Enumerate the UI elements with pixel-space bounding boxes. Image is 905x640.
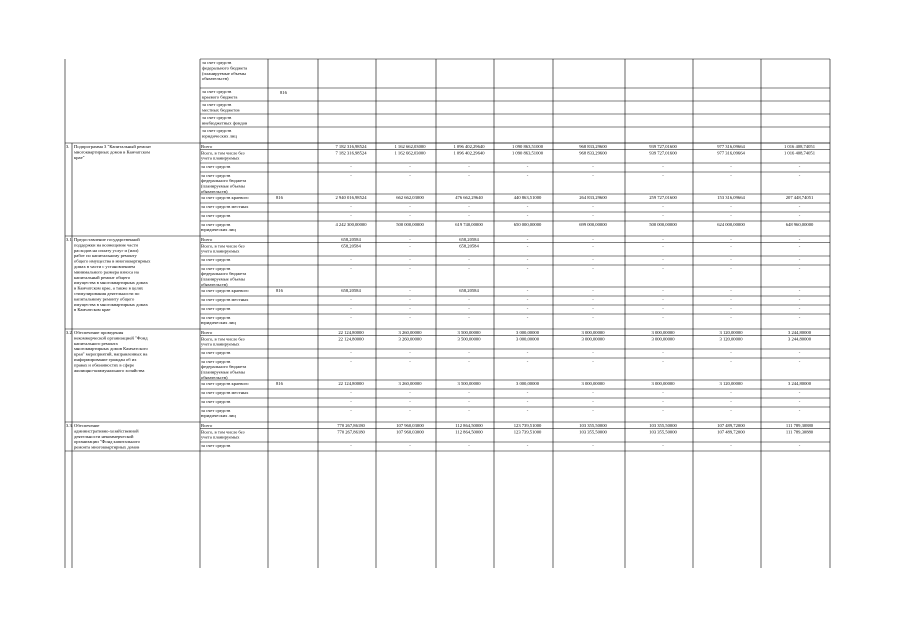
value-cell: 153 316,09664 bbox=[717, 194, 745, 200]
value-cell: - bbox=[409, 243, 411, 249]
value-cell: 1 090 863,51000 bbox=[511, 150, 544, 156]
source-label: за счет средств bbox=[201, 163, 231, 169]
value-cell: 3 260,00000 bbox=[398, 329, 422, 335]
source-label: Всего bbox=[201, 329, 213, 335]
value-cell: 977 316,09664 bbox=[717, 150, 745, 156]
value-cell: 476 662,29640 bbox=[455, 194, 483, 200]
value-cell: 939 727,01600 bbox=[649, 143, 677, 149]
value-cell: 107 489,72000 bbox=[717, 422, 745, 428]
value-cell: - bbox=[409, 256, 411, 262]
value-cell: - bbox=[350, 265, 352, 271]
source-label: за счет средств bbox=[201, 442, 231, 448]
value-cell: - bbox=[730, 163, 732, 169]
value-cell: - bbox=[526, 442, 529, 448]
value-cell: - bbox=[526, 265, 529, 271]
value-cell: - bbox=[409, 203, 411, 209]
source-label: за счет средств краевого bbox=[201, 287, 249, 293]
value-cell: - bbox=[409, 398, 411, 404]
value-cell: - bbox=[350, 172, 352, 178]
source-label: Всего bbox=[201, 143, 213, 149]
value-cell: - bbox=[468, 398, 470, 404]
grbs-code: 816 bbox=[276, 287, 283, 293]
value-cell: 123 739,51000 bbox=[513, 422, 542, 428]
section-number: 3.1. bbox=[66, 237, 73, 242]
value-cell: 107 960,03000 bbox=[396, 422, 424, 428]
value-cell: 2 940 016,98524 bbox=[335, 194, 367, 200]
value-cell: - bbox=[730, 287, 732, 293]
value-cell: - bbox=[526, 398, 529, 404]
value-cell: 22 124,80000 bbox=[338, 380, 364, 386]
section-number: 3.3. bbox=[66, 423, 73, 428]
value-cell: - bbox=[468, 389, 470, 395]
value-cell: - bbox=[468, 358, 470, 364]
value-cell: - bbox=[662, 163, 664, 169]
value-cell: - bbox=[592, 398, 594, 404]
value-cell: - bbox=[468, 212, 470, 218]
value-cell: - bbox=[468, 163, 470, 169]
value-cell: - bbox=[798, 389, 801, 395]
value-cell: - bbox=[592, 314, 594, 320]
value-cell: 3 244,80000 bbox=[788, 329, 811, 335]
value-cell: - bbox=[662, 172, 664, 178]
value-cell: 3 260,00000 bbox=[398, 336, 422, 342]
value-cell: 103 355,50000 bbox=[579, 429, 607, 435]
top-source-label: за счет средств краевого бюджета bbox=[202, 89, 238, 100]
value-cell: 440 863,51000 bbox=[513, 194, 542, 200]
top-source-label: за счет средств местных бюджетов bbox=[202, 102, 240, 113]
value-cell: 3 000,00000 bbox=[651, 329, 675, 335]
value-cell: 500 000,00000 bbox=[649, 221, 677, 227]
value-cell: - bbox=[526, 243, 529, 249]
value-cell: - bbox=[798, 243, 801, 249]
value-cell: - bbox=[350, 296, 352, 302]
value-cell: 3 500,00000 bbox=[457, 380, 481, 386]
value-cell: - bbox=[409, 314, 411, 320]
value-cell: - bbox=[409, 296, 411, 302]
value-cell: 662 662,03000 bbox=[396, 194, 424, 200]
source-label: Всего bbox=[201, 236, 213, 242]
value-cell: 1 162 662,03000 bbox=[394, 150, 426, 156]
source-label: Всего, в том числе без учета планируемых bbox=[201, 429, 245, 440]
value-cell: - bbox=[526, 358, 529, 364]
value-cell: - bbox=[730, 265, 732, 271]
value-cell: 650 000,00000 bbox=[513, 221, 542, 227]
value-cell: - bbox=[526, 212, 529, 218]
value-cell: 259 727,01600 bbox=[649, 194, 677, 200]
value-cell: 111 789,30880 bbox=[785, 422, 814, 428]
value-cell: - bbox=[592, 243, 594, 249]
value-cell: - bbox=[526, 349, 529, 355]
value-cell: - bbox=[592, 305, 594, 311]
value-cell: 264 833,29600 bbox=[579, 194, 607, 200]
value-cell: 3 244,80000 bbox=[788, 336, 811, 342]
value-cell: 770 267,86180 bbox=[337, 429, 365, 435]
value-cell: - bbox=[662, 287, 664, 293]
value-cell: - bbox=[468, 349, 470, 355]
section-number: 3.2. bbox=[66, 330, 73, 335]
value-cell: 1 016 408,74051 bbox=[783, 150, 816, 156]
value-cell: 500 000,00000 bbox=[396, 221, 424, 227]
value-cell: 1 096 402,29640 bbox=[453, 150, 485, 156]
value-cell: 3 500,00000 bbox=[457, 329, 481, 335]
value-cell: 22 124,80000 bbox=[338, 329, 364, 335]
value-cell: - bbox=[526, 296, 529, 302]
value-cell: - bbox=[662, 389, 664, 395]
value-cell: - bbox=[592, 236, 594, 242]
value-cell: - bbox=[468, 305, 470, 311]
value-cell: - bbox=[592, 203, 594, 209]
source-label: Всего, в том числе без учета планируемых bbox=[201, 150, 245, 161]
value-cell: - bbox=[798, 349, 801, 355]
value-cell: - bbox=[798, 172, 801, 178]
value-cell: - bbox=[409, 389, 411, 395]
value-cell: 103 355,50000 bbox=[649, 429, 677, 435]
value-cell: - bbox=[798, 256, 801, 262]
value-cell: - bbox=[468, 296, 470, 302]
value-cell: - bbox=[526, 172, 529, 178]
value-cell: - bbox=[798, 358, 801, 364]
source-label: за счет средств краевого bbox=[201, 380, 249, 386]
value-cell: 3 000,00000 bbox=[581, 336, 605, 342]
value-cell: 4 242 300,00000 bbox=[335, 221, 367, 227]
value-cell: 3 000,00000 bbox=[581, 380, 605, 386]
value-cell: 3 000,00000 bbox=[651, 380, 675, 386]
value-cell: - bbox=[468, 314, 470, 320]
value-cell: 3 000,00000 bbox=[516, 380, 539, 386]
value-cell: 619 740,00000 bbox=[455, 221, 483, 227]
value-cell: - bbox=[592, 172, 594, 178]
value-cell: - bbox=[662, 296, 664, 302]
source-label: за счет средств bbox=[201, 256, 231, 262]
value-cell: - bbox=[350, 349, 352, 355]
source-label: за счет средств юридических лиц bbox=[201, 221, 236, 233]
value-cell: 207 448,74051 bbox=[785, 194, 814, 200]
value-cell: - bbox=[526, 305, 529, 311]
value-cell: - bbox=[409, 236, 411, 242]
value-cell: - bbox=[592, 407, 594, 413]
value-cell: 123 739,51000 bbox=[513, 429, 542, 435]
value-cell: 939 727,01600 bbox=[649, 150, 677, 156]
top-source-label: за счет средств юридических лиц bbox=[202, 128, 237, 139]
value-cell: - bbox=[730, 236, 732, 242]
value-cell: - bbox=[798, 442, 801, 448]
value-cell: - bbox=[592, 256, 594, 262]
value-cell: 107 489,72000 bbox=[717, 429, 745, 435]
value-cell: 658,20584 bbox=[341, 243, 361, 249]
source-label: за счет средств bbox=[201, 212, 231, 218]
value-cell: 112 864,50000 bbox=[455, 422, 483, 428]
source-label: Всего bbox=[201, 422, 213, 428]
source-label: за счет средств местных bbox=[201, 389, 249, 395]
value-cell: - bbox=[592, 389, 594, 395]
value-cell: - bbox=[526, 287, 529, 293]
value-cell: 658,20584 bbox=[459, 243, 479, 249]
source-label: за счет средств bbox=[201, 349, 231, 355]
value-cell: - bbox=[798, 203, 801, 209]
value-cell: - bbox=[798, 398, 801, 404]
value-cell: - bbox=[468, 203, 470, 209]
value-cell: - bbox=[730, 349, 732, 355]
value-cell: 1 090 863,51000 bbox=[511, 143, 544, 149]
value-cell: 968 833,29600 bbox=[579, 143, 607, 149]
value-cell: - bbox=[468, 442, 470, 448]
value-cell: 977 316,09664 bbox=[717, 143, 745, 149]
value-cell: - bbox=[730, 305, 732, 311]
value-cell: - bbox=[662, 305, 664, 311]
value-cell: - bbox=[730, 212, 732, 218]
value-cell: - bbox=[409, 305, 411, 311]
value-cell: 112 864,50000 bbox=[455, 429, 483, 435]
value-cell: 103 355,50000 bbox=[579, 422, 607, 428]
value-cell: - bbox=[730, 256, 732, 262]
value-cell: 1 162 662,03000 bbox=[394, 143, 426, 149]
source-label: за счет средств федерального бюджета (планируемые объемы обязательств) bbox=[201, 265, 247, 287]
source-label: Всего, в том числе без учета планируемых bbox=[201, 243, 245, 254]
section-name: Обеспечение административно-хозяйственной деятельности некоммерческой организации "Фонд капитального ремонта многоквартирных домов bbox=[74, 423, 140, 450]
source-label: за счет средств местных bbox=[201, 203, 249, 209]
value-cell: - bbox=[730, 314, 732, 320]
value-cell: - bbox=[350, 398, 352, 404]
value-cell: - bbox=[592, 296, 594, 302]
value-cell: - bbox=[526, 236, 529, 242]
value-cell: 1 016 408,74051 bbox=[783, 143, 816, 149]
section-name: Подпрограмма 3 "Капитальный ремонт многоквартирных домов в Камчатском крае" bbox=[74, 144, 151, 160]
value-cell: - bbox=[730, 398, 732, 404]
value-cell: - bbox=[662, 243, 664, 249]
source-label: за счет средств краевого bbox=[201, 194, 249, 200]
value-cell: 7 182 316,98524 bbox=[335, 150, 367, 156]
value-cell: 648 960,00000 bbox=[785, 221, 814, 227]
value-cell: - bbox=[526, 203, 529, 209]
value-cell: 3 120,00000 bbox=[719, 336, 743, 342]
value-cell: - bbox=[350, 314, 352, 320]
section-name: Обеспечение проведения некоммерческой организацией "Фонд капитального ремонта многоквартирных домов Камчатского края" мероприятий, направленных на информирование граждан об их правах и обязанностях в сфере жилищно-коммунального хозяйства bbox=[74, 330, 148, 373]
value-cell: - bbox=[526, 314, 529, 320]
value-cell: 3 000,00000 bbox=[651, 336, 675, 342]
value-cell: - bbox=[409, 163, 411, 169]
value-cell: - bbox=[730, 442, 732, 448]
value-cell: - bbox=[662, 349, 664, 355]
value-cell: 968 833,29600 bbox=[579, 150, 607, 156]
value-cell: - bbox=[662, 212, 664, 218]
value-cell: 3 000,00000 bbox=[516, 336, 539, 342]
value-cell: - bbox=[592, 265, 594, 271]
value-cell: 3 244,80000 bbox=[788, 380, 811, 386]
value-cell: - bbox=[526, 389, 529, 395]
value-cell: 103 355,50000 bbox=[649, 422, 677, 428]
source-label: за счет средств юридических лиц bbox=[201, 407, 236, 419]
value-cell: - bbox=[798, 296, 801, 302]
value-cell: - bbox=[798, 236, 801, 242]
value-cell: - bbox=[350, 442, 352, 448]
value-cell: - bbox=[409, 212, 411, 218]
source-label: за счет средств федерального бюджета (планируемые объемы обязательств) bbox=[201, 172, 247, 194]
source-label: за счет средств местных bbox=[201, 296, 249, 302]
value-cell: - bbox=[662, 407, 664, 413]
value-cell: 3 120,00000 bbox=[719, 380, 743, 386]
value-cell: 7 182 316,98524 bbox=[335, 143, 367, 149]
value-cell: - bbox=[662, 236, 664, 242]
value-cell: - bbox=[662, 203, 664, 209]
value-cell: 3 260,00000 bbox=[398, 380, 422, 386]
value-cell: - bbox=[350, 203, 352, 209]
top-source-label: за счет средств федерального бюджета (планируемые объемы обязательств) bbox=[202, 60, 248, 82]
value-cell: - bbox=[662, 442, 664, 448]
section-number: 3. bbox=[66, 144, 70, 149]
value-cell: - bbox=[592, 287, 594, 293]
value-cell: - bbox=[730, 203, 732, 209]
value-cell: 658,20584 bbox=[341, 236, 361, 242]
value-cell: 3 120,00000 bbox=[719, 329, 743, 335]
value-cell: 770 267,86180 bbox=[337, 422, 365, 428]
value-cell: - bbox=[350, 389, 352, 395]
value-cell: - bbox=[468, 265, 470, 271]
value-cell: - bbox=[350, 305, 352, 311]
value-cell: - bbox=[350, 212, 352, 218]
value-cell: 3 000,00000 bbox=[581, 329, 605, 335]
value-cell: 624 000,00000 bbox=[717, 221, 745, 227]
value-cell: - bbox=[350, 256, 352, 262]
grbs-code: 816 bbox=[276, 380, 283, 386]
value-cell: - bbox=[592, 358, 594, 364]
value-cell: 658,20584 bbox=[459, 236, 479, 242]
value-cell: - bbox=[350, 407, 352, 413]
value-cell: - bbox=[526, 163, 529, 169]
value-cell: - bbox=[592, 163, 594, 169]
value-cell: - bbox=[468, 172, 470, 178]
source-label: за счет средств юридических лиц bbox=[201, 314, 236, 326]
value-cell: 22 124,80000 bbox=[338, 336, 364, 342]
value-cell: - bbox=[409, 172, 411, 178]
value-cell: - bbox=[662, 398, 664, 404]
value-cell: - bbox=[662, 358, 664, 364]
top-source-label: за счет средств внебюджетных фондов bbox=[202, 115, 248, 126]
value-cell: 111 789,30880 bbox=[785, 429, 814, 435]
value-cell: - bbox=[468, 407, 470, 413]
value-cell: - bbox=[798, 265, 801, 271]
value-cell: - bbox=[798, 305, 801, 311]
value-cell: - bbox=[592, 212, 594, 218]
value-cell: - bbox=[798, 287, 801, 293]
top-grbs-code: 816 bbox=[280, 90, 287, 95]
value-cell: - bbox=[409, 349, 411, 355]
value-cell: - bbox=[468, 256, 470, 262]
value-cell: 3 500,00000 bbox=[457, 336, 481, 342]
value-cell: 3 000,00000 bbox=[516, 329, 539, 335]
value-cell: - bbox=[409, 407, 411, 413]
value-cell: - bbox=[526, 407, 529, 413]
value-cell: - bbox=[409, 442, 411, 448]
value-cell: 699 000,00000 bbox=[579, 221, 607, 227]
value-cell: 658,20584 bbox=[459, 287, 479, 293]
value-cell: - bbox=[730, 407, 732, 413]
value-cell: 658,20584 bbox=[341, 287, 361, 293]
source-label: за счет средств федерального бюджета (планируемые объемы обязательств) bbox=[201, 358, 247, 380]
value-cell: - bbox=[350, 358, 352, 364]
value-cell: - bbox=[662, 256, 664, 262]
value-cell: - bbox=[409, 287, 411, 293]
grbs-code: 816 bbox=[276, 194, 283, 200]
value-cell: - bbox=[798, 314, 801, 320]
value-cell: - bbox=[409, 265, 411, 271]
value-cell: - bbox=[592, 349, 594, 355]
value-cell: - bbox=[662, 314, 664, 320]
value-cell: - bbox=[730, 243, 732, 249]
value-cell: - bbox=[798, 407, 801, 413]
value-cell: 107 960,03000 bbox=[396, 429, 424, 435]
section-name: Предоставление государственной поддержки на возмещение части расходов на оплату услуг и (или) работ по капитальному ремонту общего имущества в многоквартирных домах в части с установлением минимального размера взноса на капитальный ремонт общего имущества в многоквартирных домах в Камчатском крае, а также в целях стимулирования деятельности по капитальному ремонту общего имущества в многоквартирных домах в Камчатском крае bbox=[74, 237, 151, 313]
value-cell: - bbox=[592, 442, 594, 448]
value-cell: - bbox=[662, 265, 664, 271]
source-label: за счет средств bbox=[201, 305, 231, 311]
value-cell: 1 096 402,29640 bbox=[453, 143, 485, 149]
value-cell: - bbox=[730, 172, 732, 178]
source-label: за счет средств bbox=[201, 398, 231, 404]
value-cell: - bbox=[526, 256, 529, 262]
value-cell: - bbox=[798, 163, 801, 169]
value-cell: - bbox=[730, 389, 732, 395]
value-cell: - bbox=[730, 296, 732, 302]
value-cell: - bbox=[798, 212, 801, 218]
value-cell: - bbox=[409, 358, 411, 364]
source-label: Всего, в том числе без учета планируемых bbox=[201, 336, 245, 347]
value-cell: - bbox=[730, 358, 732, 364]
value-cell: - bbox=[350, 163, 352, 169]
